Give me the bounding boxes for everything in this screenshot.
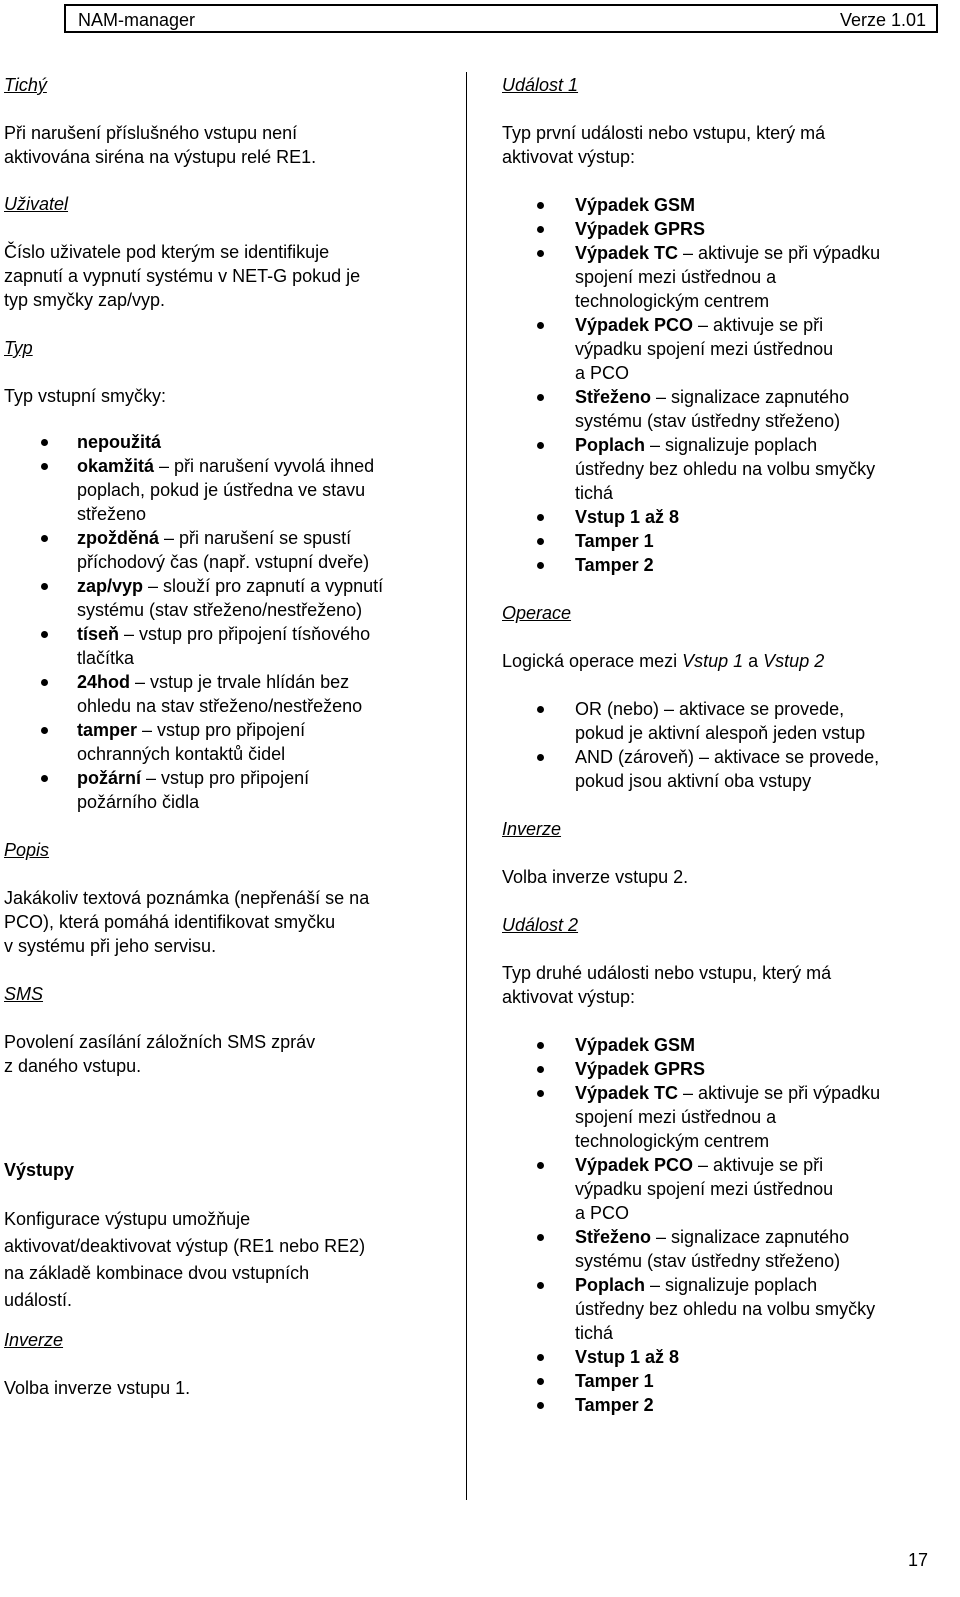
- text-line: z daného vstupu.: [4, 1056, 142, 1076]
- event-list-1: [502, 193, 942, 577]
- section-heading-udalost-2: Událost 2: [502, 915, 579, 935]
- page-header: [64, 4, 938, 33]
- column-divider: [466, 72, 467, 1500]
- section-heading-popis: Popis: [4, 840, 50, 860]
- text-line: událostí.: [4, 1290, 73, 1310]
- text-line: Volba inverze vstupu 1.: [4, 1378, 191, 1398]
- section-heading-inverze-2: Inverze: [502, 819, 562, 839]
- header-version: Verze 1.01: [839, 10, 926, 30]
- list-item: okamžitá – při narušení vyvolá ihned poplach, pokud je ústředna ve stavu střeženo: [4, 454, 444, 526]
- left-column: [4, 73, 444, 1400]
- list-item: 24hod – vstup je trvale hlídán bez ohledu na stav střeženo/nestřeženo: [4, 670, 444, 718]
- list-item: Tamper 1: [502, 1369, 942, 1393]
- list-item: Výpadek PCO – aktivuje se při výpadku spojení mezi ústřednou a PCO: [502, 313, 942, 385]
- text-line: v systému při jeho servisu.: [4, 936, 217, 956]
- list-item: OR (nebo) – aktivace se provede, pokud je aktivní alespoň jeden vstup: [502, 697, 942, 745]
- list-item: Výpadek GPRS: [502, 1057, 942, 1081]
- header-title: NAM-manager: [78, 10, 196, 30]
- section-heading-tichy: Tichý: [4, 75, 47, 95]
- list-item: zap/vyp – slouží pro zapnutí a vypnutí systému (stav střeženo/nestřeženo): [4, 574, 444, 622]
- list-item: Výpadek TC – aktivuje se při výpadku spojení mezi ústřednou a technologickým centrem: [502, 241, 942, 313]
- text-line: aktivovat výstup:: [502, 147, 636, 167]
- section-heading-vystupy: Výstupy: [4, 1160, 75, 1180]
- section-heading-inverze-1: Inverze: [4, 1330, 64, 1350]
- text-line: Volba inverze vstupu 2.: [502, 867, 689, 887]
- text-line: Jakákoliv textová poznámka (nepřenáší se na: [4, 888, 370, 908]
- text-line: Typ první události nebo vstupu, který má: [502, 123, 826, 143]
- list-item: tíseň – vstup pro připojení tísňového tlačítka: [4, 622, 444, 670]
- text-line: aktivována siréna na výstupu relé RE1.: [4, 147, 317, 167]
- list-item: Vstup 1 až 8: [502, 1345, 942, 1369]
- list-item: Výpadek PCO – aktivuje se při výpadku spojení mezi ústřednou a PCO: [502, 1153, 942, 1225]
- page-number: 17: [907, 1550, 928, 1570]
- list-item: Výpadek GSM: [502, 193, 942, 217]
- section-heading-sms: SMS: [4, 984, 44, 1004]
- right-column: [502, 73, 942, 1417]
- list-item: Výpadek TC – aktivuje se při výpadku spojení mezi ústřednou a technologickým centrem: [502, 1081, 942, 1153]
- list-item: tamper – vstup pro připojení ochranných kontaktů čidel: [4, 718, 444, 766]
- operation-list: [502, 697, 942, 793]
- event-list-2: [502, 1033, 942, 1417]
- text-line: Číslo uživatele pod kterým se identifikuje: [4, 242, 330, 262]
- text-line: Povolení zasílání záložních SMS zpráv: [4, 1032, 316, 1052]
- section-heading-operace: Operace: [502, 603, 572, 623]
- text-line: Konfigurace výstupu umožňuje: [4, 1209, 251, 1229]
- list-item: Tamper 2: [502, 1393, 942, 1417]
- text-line: aktivovat výstup:: [502, 987, 636, 1007]
- list-item: Vstup 1 až 8: [502, 505, 942, 529]
- text-line: na základě kombinace dvou vstupních: [4, 1263, 310, 1283]
- list-item: požární – vstup pro připojení požárního čidla: [4, 766, 444, 814]
- list-item: Výpadek GPRS: [502, 217, 942, 241]
- list-item: Tamper 1: [502, 529, 942, 553]
- loop-type-list: [4, 430, 444, 814]
- text-line: PCO), která pomáhá identifikovat smyčku: [4, 912, 336, 932]
- text-line: Typ vstupní smyčky:: [4, 386, 167, 406]
- list-item: Poplach – signalizuje poplach ústředny bez ohledu na volbu smyčky tichá: [502, 1273, 942, 1345]
- list-item: Tamper 2: [502, 553, 942, 577]
- list-item: Výpadek GSM: [502, 1033, 942, 1057]
- list-item: Poplach – signalizuje poplach ústředny bez ohledu na volbu smyčky tichá: [502, 433, 942, 505]
- section-heading-udalost-1: Událost 1: [502, 75, 579, 95]
- section-heading-typ: Typ: [4, 338, 33, 358]
- list-item: nepoužitá: [4, 430, 444, 454]
- text-line: Logická operace mezi Vstup 1 a Vstup 2: [502, 651, 825, 671]
- section-heading-uzivatel: Uživatel: [4, 194, 69, 214]
- list-item: zpožděná – při narušení se spustí příchodový čas (např. vstupní dveře): [4, 526, 444, 574]
- list-item: Střeženo – signalizace zapnutého systému (stav ústředny střeženo): [502, 385, 942, 433]
- text-line: Při narušení příslušného vstupu není: [4, 123, 298, 143]
- list-item: Střeženo – signalizace zapnutého systému (stav ústředny střeženo): [502, 1225, 942, 1273]
- list-item: AND (zároveň) – aktivace se provede, pokud jsou aktivní oba vstupy: [502, 745, 942, 793]
- text-line: Typ druhé události nebo vstupu, který má: [502, 963, 832, 983]
- text-line: typ smyčky zap/vyp.: [4, 290, 166, 310]
- text-line: zapnutí a vypnutí systému v NET-G pokud je: [4, 266, 361, 286]
- text-line: aktivovat/deaktivovat výstup (RE1 nebo RE2): [4, 1236, 366, 1256]
